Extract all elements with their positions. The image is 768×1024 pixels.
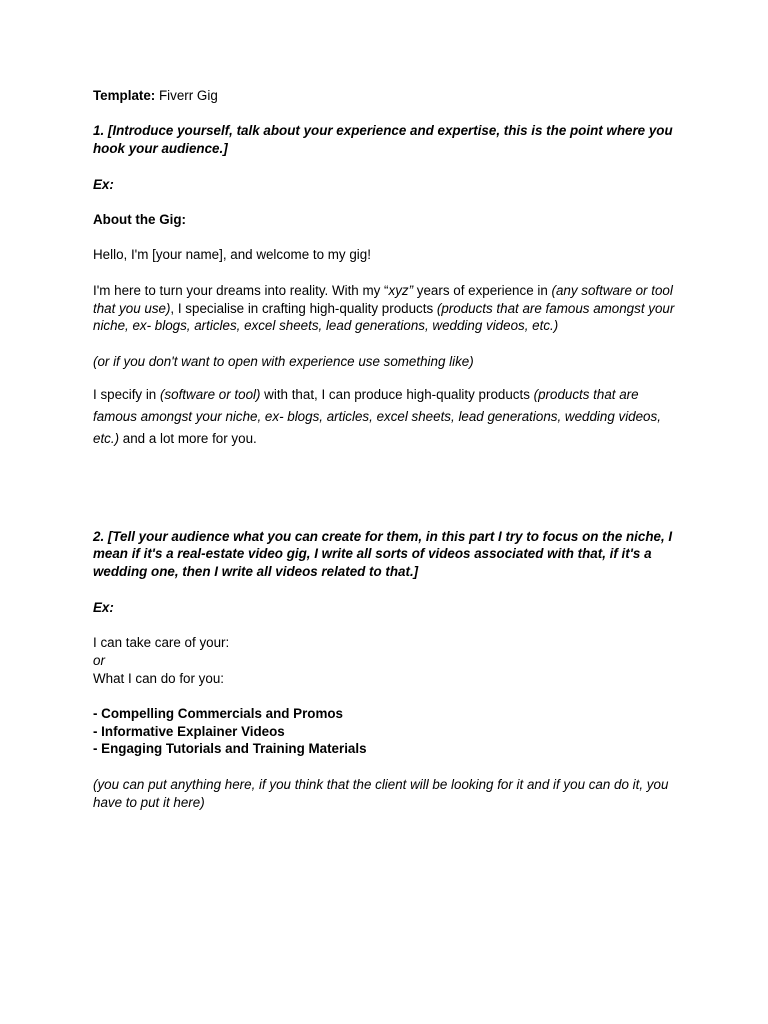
experience-paragraph xyxy=(93,282,678,335)
specify-products: (products that are famous amongst your niche, ex- blogs, articles, excel sheets, lead generations, wedding videos, etc.) xyxy=(93,386,661,446)
specify-text-1: I specify in xyxy=(93,386,160,402)
specify-tool: (software or tool) xyxy=(159,386,261,402)
or-line: or xyxy=(93,652,105,668)
experience-tool: (any software or tool that you use) xyxy=(93,282,673,316)
experience-text-1: I'm here to turn your dreams into reality. With my “ xyxy=(93,282,389,298)
list-item: - Informative Explainer Videos xyxy=(93,723,285,739)
greeting-paragraph: Hello, I'm [your name], and welcome to my gig! xyxy=(93,247,371,263)
list-item: - Engaging Tutorials and Training Materials xyxy=(93,741,367,757)
template-line xyxy=(93,87,678,105)
section2-ex-label: Ex: xyxy=(93,599,114,615)
template-label: Template: xyxy=(93,88,156,103)
experience-products: (products that are famous amongst your niche, ex- blogs, articles, excel sheets, lead generations, wedding videos, etc.) xyxy=(93,300,675,334)
take-care-line: I can take care of your: xyxy=(93,634,230,650)
section1-heading: 1. [Introduce yourself, talk about your experience and expertise, this is the point where you hook your audience.] xyxy=(93,123,673,157)
what-i-can-do-line: What I can do for you: xyxy=(93,670,224,686)
services-list xyxy=(93,705,678,758)
closing-note: (you can put anything here, if you think that the client will be looking for it and if you can do it, you have to put it here) xyxy=(93,776,669,810)
experience-xyz: xyz” xyxy=(388,282,414,298)
specify-text-3: and a lot more for you. xyxy=(119,430,257,446)
alternative-note: (or if you don't want to open with experience use something like) xyxy=(93,353,474,369)
specify-paragraph xyxy=(93,384,678,450)
list-item: - Compelling Commercials and Promos xyxy=(93,705,344,721)
template-value: Fiverr Gig xyxy=(159,88,218,103)
section1-ex-label: Ex: xyxy=(93,176,114,192)
about-gig-heading: About the Gig: xyxy=(93,211,186,227)
document-body xyxy=(93,87,678,811)
specify-text-2: with that, I can produce high-quality products xyxy=(260,386,534,402)
experience-text-2: years of experience in xyxy=(413,282,552,298)
section2-heading: 2. [Tell your audience what you can create for them, in this part I try to focus on the niche, I mean if it's a real-estate video gig, I write all sorts of videos associated with that, if it's a wedding one, then I write all videos related to that.] xyxy=(93,528,673,580)
experience-text-3: , I specialise in crafting high-quality products xyxy=(170,300,437,316)
